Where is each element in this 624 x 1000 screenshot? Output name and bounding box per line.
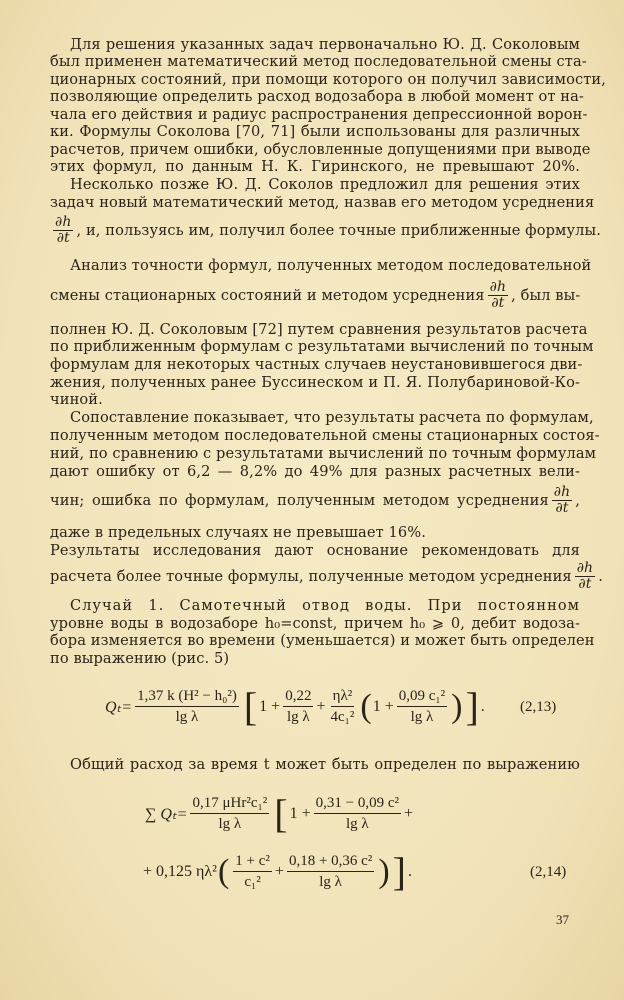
text-line: Результаты исследования дают основание рекомендовать для xyxy=(50,542,580,559)
text-line: формулам для некоторых частных случаев неустановившегося дви- xyxy=(50,356,583,373)
text-line: смены стационарных состояний и методом усреднения xyxy=(50,286,485,304)
denominator: lg λ xyxy=(218,816,242,832)
text-line: даже в предельных случаях не превышает 16%. xyxy=(50,524,426,541)
equation-label: (2,14) xyxy=(530,864,567,880)
term: 1 + xyxy=(372,697,394,715)
derivative-dh-dt xyxy=(552,485,572,516)
text-line-with-derivative xyxy=(50,280,580,311)
text-line: чала его действия и радиус распространения депрессионной ворон- xyxy=(50,106,588,123)
operator: + xyxy=(403,804,414,822)
text-line-with-derivative xyxy=(50,560,603,592)
equation-2-14-line-2 xyxy=(143,848,412,894)
derivative-denominator: ∂t xyxy=(491,295,505,311)
denominator: 4c₁² xyxy=(330,709,355,725)
operator: + xyxy=(274,862,284,880)
derivative-denominator: ∂t xyxy=(578,576,592,592)
text-line: жения, полученных ранее Буссинеском и П. Я. Полубариновой-Ко- xyxy=(50,374,580,391)
text-line: уровне воды в водозаборе h₀=const, причем h₀ ⩾ 0, дебит водоза- xyxy=(50,615,580,632)
text-line: Анализ точности формул, полученных методом последовательной xyxy=(70,257,592,274)
numerator: 0,31 − 0,09 c² xyxy=(314,793,401,814)
bracket: [ xyxy=(274,790,288,836)
text-line: ционарных состояний, при помощи которого он получил зависимости, xyxy=(50,71,606,88)
text-line: ки. Формулы Соколова [70, 71] были использованы для различных xyxy=(50,123,580,140)
text-line: , был вы- xyxy=(511,286,581,304)
fraction xyxy=(328,686,356,727)
paren: ( xyxy=(217,852,230,890)
equation-2-14-line-1 xyxy=(145,790,414,836)
text-line: Для решения указанных задач первоначально Ю. Д. Соколовым xyxy=(70,36,580,53)
text-line: Общий расход за время t может быть определен по выражению xyxy=(70,756,580,773)
derivative-numerator: ∂h xyxy=(553,484,571,500)
text-line: этих формул, по данным Н. К. Гиринского, не превышают 20%. xyxy=(50,158,580,175)
term: 1 + xyxy=(289,804,311,822)
paren: ( xyxy=(360,687,372,725)
text-line: бора изменяется во времени (уменьшается) и может быть определен xyxy=(50,632,595,649)
text-line: по выражению (рис. 5) xyxy=(50,650,230,667)
derivative-dh-dt xyxy=(488,280,508,311)
text-line: Несколько позже Ю. Д. Соколов предложил для решения этих xyxy=(70,176,580,193)
derivative-numerator: ∂h xyxy=(489,279,507,295)
text-line: чиной. xyxy=(50,391,103,408)
text-line: расчета более точные формулы, полученные методом усреднения xyxy=(50,567,572,585)
derivative-dh-dt xyxy=(575,561,595,592)
term: 1 + xyxy=(259,697,281,715)
numerator: ηλ² xyxy=(331,686,355,707)
page-number: 37 xyxy=(556,912,569,927)
derivative-dh-dt xyxy=(53,215,73,246)
eq-lhs: ∑ Qₜ= xyxy=(145,805,188,823)
fraction xyxy=(397,686,447,727)
operator: + xyxy=(316,697,326,715)
numerator: 1,37 k (H² − h₀²) xyxy=(135,686,239,707)
fraction xyxy=(287,851,374,892)
numerator: 0,17 μHr²c₁² xyxy=(190,793,269,814)
derivative-denominator: ∂t xyxy=(56,230,70,246)
text-line: Сопоставление показывает, что результаты расчета по формулам, xyxy=(70,409,594,426)
equation-2-13 xyxy=(105,683,485,729)
text-line: полученным методом последовательной смены стационарных состоя- xyxy=(50,427,600,444)
denominator: lg λ xyxy=(286,709,310,725)
text-line: позволяющие определить расход водозабора в любой момент от на- xyxy=(50,88,584,105)
text-line: ний, по сравнению с результатами вычислений по точным формулам xyxy=(50,445,597,462)
numerator: 0,09 c₁² xyxy=(397,686,447,707)
bracket: ] xyxy=(465,683,479,729)
period: . xyxy=(407,862,412,880)
fraction xyxy=(283,686,313,727)
fraction xyxy=(314,793,401,834)
denominator: lg λ xyxy=(319,874,342,890)
period: . xyxy=(480,697,485,715)
text-line: задач новый математический метод, назвав его методом усреднения xyxy=(50,194,595,211)
bracket: [ xyxy=(243,683,258,729)
fraction xyxy=(135,686,239,727)
text-line: чин; ошибка по формулам, полученным методом усреднения xyxy=(50,491,549,509)
numerator: 0,22 xyxy=(283,686,313,707)
derivative-denominator: ∂t xyxy=(555,500,569,516)
denominator: lg λ xyxy=(410,709,434,725)
denominator: lg λ xyxy=(345,816,369,832)
bracket: ] xyxy=(392,848,406,894)
derivative-numerator: ∂h xyxy=(55,214,72,230)
text-line: , xyxy=(575,491,580,509)
text-line: по приближенным формулам с результатами вычислений по точным xyxy=(50,338,594,355)
text-line-with-derivative xyxy=(50,214,601,246)
text-line: полнен Ю. Д. Соколовым [72] путем сравнения результатов расчета xyxy=(50,321,588,338)
text-line: . xyxy=(598,567,603,585)
text-line: дают ошибку от 6,2 — 8,2% до 49% для разных расчетных вели- xyxy=(50,463,580,480)
term: + 0,125 ηλ² xyxy=(143,862,217,880)
paren: ) xyxy=(451,687,463,725)
text-line: расчетов, причем ошибки, обусловленные допущениями при выводе xyxy=(50,141,591,158)
paren: ) xyxy=(378,852,390,890)
numerator: 1 + c² xyxy=(233,851,272,872)
derivative-numerator: ∂h xyxy=(576,560,594,576)
fraction xyxy=(190,793,269,834)
text-line: , и, пользуясь им, получил более точные приближенные формулы. xyxy=(76,221,601,239)
denominator: lg λ xyxy=(175,709,199,725)
section-heading-line: Случай 1. Самотечный отвод воды. При постоянном xyxy=(70,597,580,614)
text-line-with-derivative xyxy=(50,485,580,516)
eq-lhs: Qₜ= xyxy=(105,698,133,716)
equation-label: (2,13) xyxy=(520,699,557,715)
numerator: 0,18 + 0,36 c² xyxy=(287,851,374,872)
text-line: был применен математический метод последовательной смены ста- xyxy=(50,53,587,70)
fraction xyxy=(233,851,272,892)
denominator: c₁² xyxy=(244,874,261,890)
